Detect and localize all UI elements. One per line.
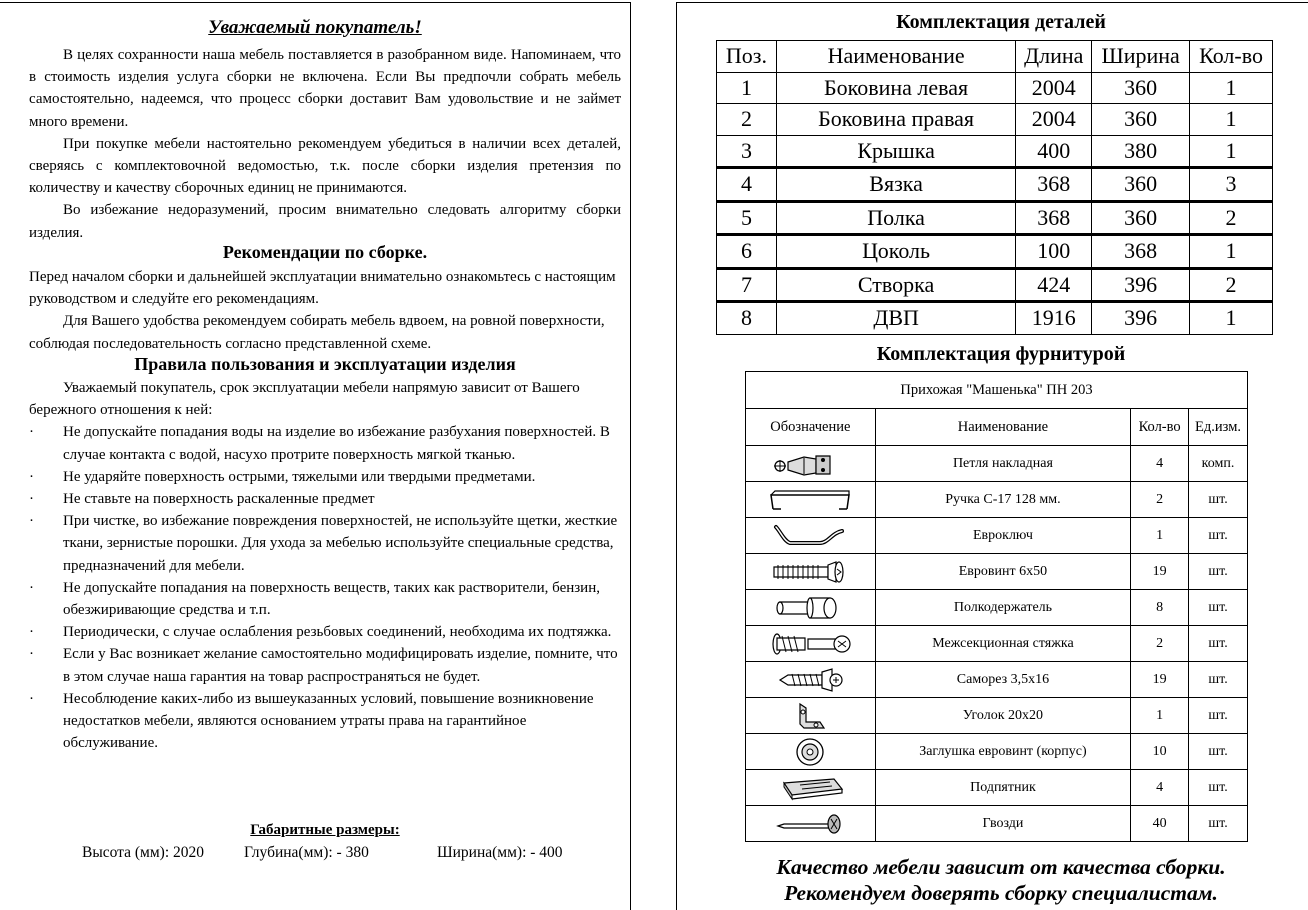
right-page <box>676 2 1308 910</box>
rules-text <box>29 377 621 754</box>
dimension-depth: Глубина(мм): - 380 <box>244 844 369 861</box>
dimensions-title: Габаритные размеры: <box>250 822 400 838</box>
connector-screw-icon <box>768 628 852 660</box>
hardware-caption: Прихожая "Машенька" ПН 203 <box>746 372 1248 409</box>
bullet: · <box>29 624 34 641</box>
hinge-icon <box>770 448 850 480</box>
col-header: Ширина <box>1092 41 1190 73</box>
col-header: Обозначение <box>746 409 876 446</box>
col-header: Наименование <box>875 409 1130 446</box>
col-header: Поз. <box>717 41 777 73</box>
table-row: 6 Цоколь 100 368 1 <box>717 235 1273 269</box>
col-header: Кол-во <box>1131 409 1189 446</box>
recommendations-text <box>29 266 621 355</box>
col-header: Наименование <box>776 41 1015 73</box>
table-row: Ручка С-17 128 мм. 2 шт. <box>746 482 1248 518</box>
table-row: 4 Вязка 368 360 3 <box>717 168 1273 202</box>
table-row: Саморез 3,5х16 19 шт. <box>746 662 1248 698</box>
intro-paragraph: В целях сохранности наша мебель поставляется в разобранном виде. Напоминаем, что в стоимость изделия услуга сборки не включена. Если Вы предпочли собрать мебель самостоятельно, надеемся, что процесс сборки доставит Вам удовольствие и не займет много времени. <box>29 47 621 130</box>
bullet: · <box>29 646 34 663</box>
glide-foot-icon <box>770 773 850 803</box>
nail-icon <box>770 809 850 839</box>
table-row: 3 Крышка 400 380 1 <box>717 135 1273 168</box>
page-title: Уважаемый покупатель! <box>208 17 422 38</box>
rule-item: · Не ударяйте поверхность острыми, тяжелыми или твердыми предметами. <box>29 466 621 488</box>
recommendations-heading: Рекомендации по сборке. <box>222 242 428 262</box>
left-page <box>0 2 631 910</box>
bullet: · <box>29 513 34 530</box>
rule-item: · Несоблюдение каких-либо из вышеуказанных условий, повышение возникновение недостатков мебели, являются основанием утраты права на гарантийное обслуживание. <box>29 688 621 755</box>
table-row: Полкодержатель 8 шт. <box>746 590 1248 626</box>
intro-paragraph: Во избежание недоразумений, просим внимательно следовать алгоритму сборки изделия. <box>29 202 621 241</box>
rule-item: · Не допускайте попадания воды на изделие во избежание разбухания поверхностей. В случае контакта с водой, насухо протрите поверхность мягкой тканью. <box>29 421 621 465</box>
handle-icon <box>765 485 855 515</box>
wood-screw-icon <box>770 664 850 696</box>
bullet: · <box>29 424 34 441</box>
table-row: Петля накладная 4 комп. <box>746 446 1248 482</box>
recommendations-section <box>29 241 621 264</box>
hex-key-icon <box>770 521 850 551</box>
table-row: Подпятник 4 шт. <box>746 770 1248 806</box>
rules-intro: Уважаемый покупатель, срок эксплуатации мебели напрямую зависит от Вашего бережного отношения к ней: <box>29 380 580 419</box>
rule-item: · Не ставьте на поверхность раскаленные предмет <box>29 488 621 510</box>
rules-section <box>29 353 621 376</box>
rule-item: · Если у Вас возникает желание самостоятельно модифицировать изделие, помните, что в этом случае наша гарантия на товар распространяться не будет. <box>29 643 621 687</box>
table-row: 7 Створка 424 396 2 <box>717 268 1273 302</box>
rule-item: · При чистке, во избежание повреждения поверхностей, не используйте щетки, жесткие ткани, зернистые порошки. Для ухода за мебелью используйте специальные средства, предназначений для мебели. <box>29 510 621 577</box>
table-row: 8 ДВП 1916 396 1 <box>717 302 1273 335</box>
bullet: · <box>29 690 34 707</box>
table-row: 5 Полка 368 360 2 <box>717 201 1273 235</box>
footer-line: Рекомендуем доверять сборку специалистам. <box>784 881 1218 905</box>
footer-note <box>677 854 1308 906</box>
parts-table <box>716 40 1273 335</box>
recommendation-paragraph: Перед началом сборки и дальнейшей эксплуатации внимательно ознакомьтесь с настоящим руководством и следуйте его рекомендациям. <box>29 269 616 308</box>
bullet: · <box>29 579 34 596</box>
table-row: Межсекционная стяжка 2 шт. <box>746 626 1248 662</box>
screw-cap-icon <box>790 736 830 768</box>
table-row: Уголок 20х20 1 шт. <box>746 698 1248 734</box>
table-row: Евроключ 1 шт. <box>746 518 1248 554</box>
bullet: · <box>29 468 34 485</box>
hardware-title: Комплектация фурнитурой <box>876 343 1126 365</box>
hardware-table <box>745 371 1248 842</box>
table-row: 1 Боковина левая 2004 360 1 <box>717 72 1273 104</box>
hardware-caption-row <box>746 372 1248 409</box>
rules-heading: Правила пользования и эксплуатации изделия <box>134 354 516 374</box>
bullet: · <box>29 491 34 508</box>
euro-screw-icon <box>770 557 850 587</box>
intro-section <box>29 44 621 244</box>
dimension-height: Высота (мм): 2020 <box>82 844 205 861</box>
parts-header-row <box>717 41 1273 73</box>
table-row: Евровинт 6х50 19 шт. <box>746 554 1248 590</box>
table-row: Гвозди 40 шт. <box>746 806 1248 842</box>
shelf-support-icon <box>770 592 850 624</box>
dimension-width: Ширина(мм): - 400 <box>437 844 563 861</box>
rule-item: · Периодически, с случае ослабления резьбовых соединений, необходима их подтяжка. <box>29 621 621 643</box>
table-row: Заглушка евровинт (корпус) 10 шт. <box>746 734 1248 770</box>
recommendation-paragraph: Для Вашего удобства рекомендуем собирать мебель вдвоем, на ровной поверхности, соблюдая последовательность согласно представленной схеме. <box>29 313 605 352</box>
corner-bracket-icon <box>780 700 840 732</box>
hardware-header-row <box>746 409 1248 446</box>
footer-line: Качество мебели зависит от качества сборки. <box>776 855 1226 879</box>
col-header: Кол-во <box>1190 41 1273 73</box>
parts-title: Комплектация деталей <box>896 11 1106 33</box>
col-header: Ед.изм. <box>1189 409 1248 446</box>
rule-item: · Не допускайте попадания на поверхность веществ, таких как растворители, бензин, обезжиривающие средства и т.п. <box>29 577 621 621</box>
intro-paragraph: При покупке мебели настоятельно рекомендуем убедиться в наличии всех деталей, сверяясь с комплектовочной ведомостью, т.к. после сборки изделия претензия по количеству и качеству сборочных единиц не принимаются. <box>29 135 621 197</box>
col-header: Длина <box>1016 41 1092 73</box>
table-row: 2 Боковина правая 2004 360 1 <box>717 104 1273 136</box>
